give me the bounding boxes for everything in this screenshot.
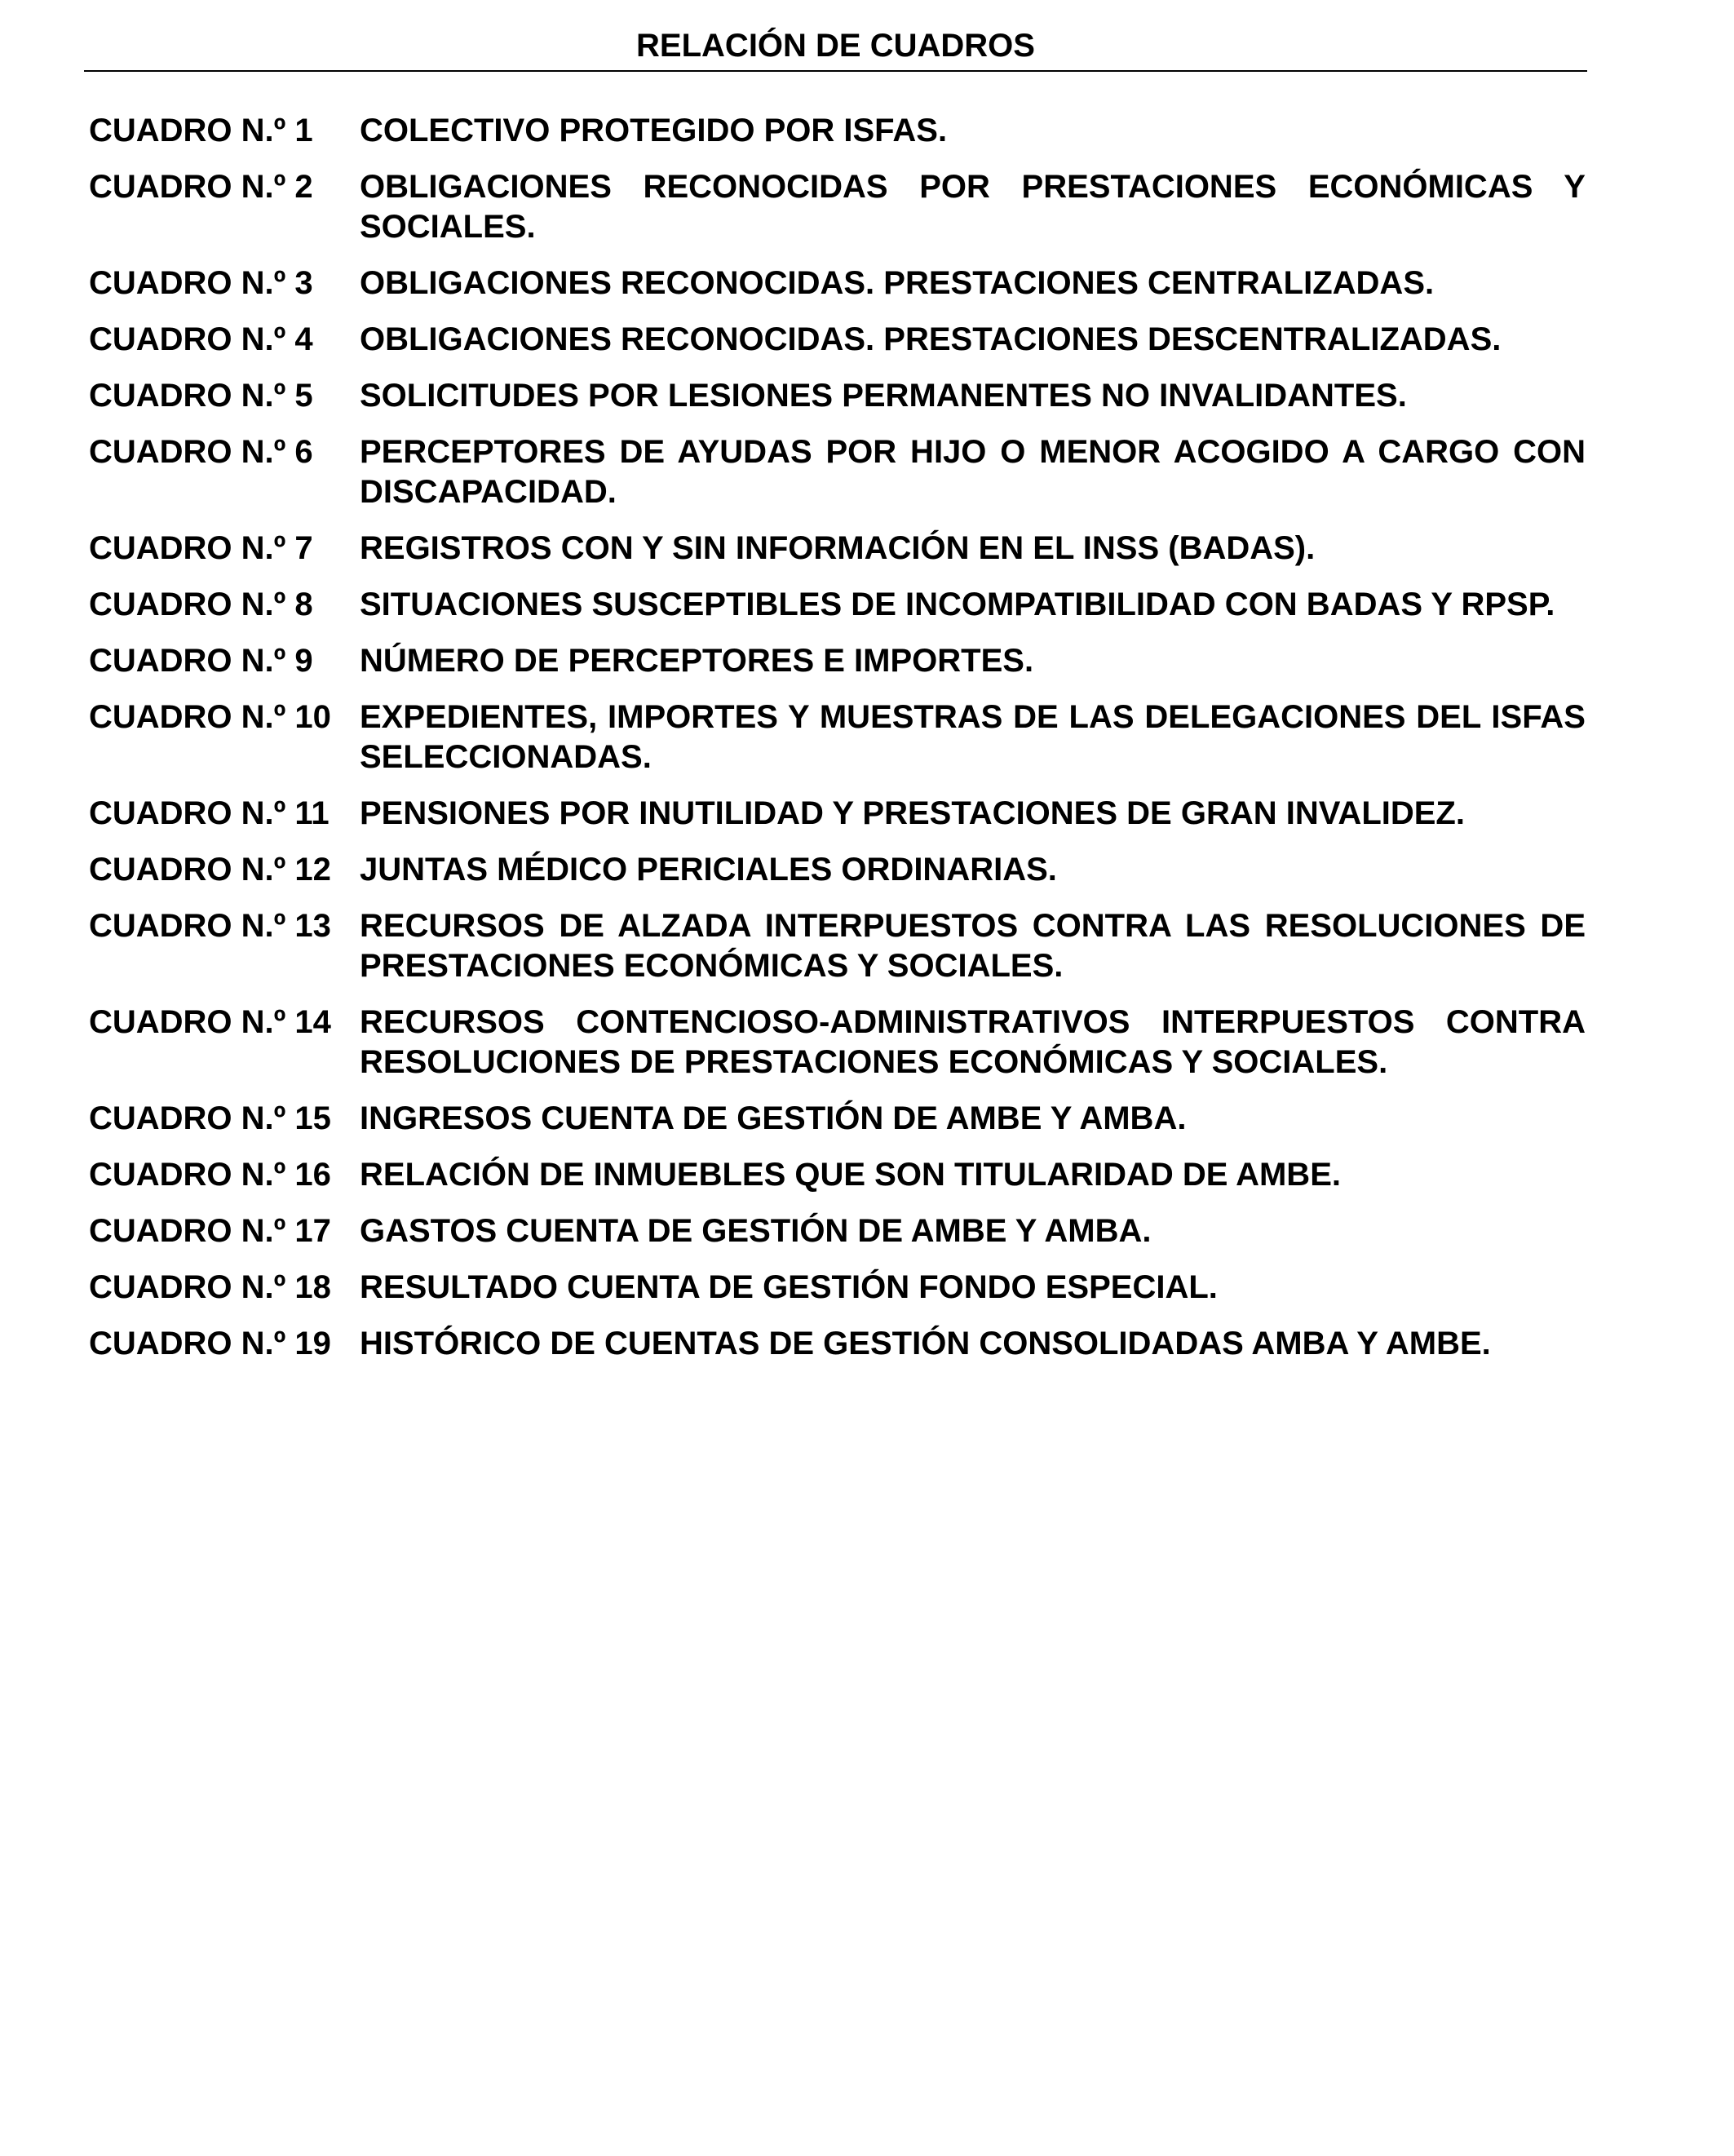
table-title: OBLIGACIONES RECONOCIDAS. PRESTACIONES CENTRALIZADAS. [360, 265, 1435, 301]
list-item [89, 320, 1587, 360]
table-title: COLECTIVO PROTEGIDO POR ISFAS. [360, 113, 948, 148]
table-title: PERCEPTORES DE AYUDAS POR HIJO O MENOR ACOGIDO A CARGO CON DISCAPACIDAD. [360, 434, 1586, 510]
table-number: CUADRO N.º 16 [89, 1157, 331, 1193]
table-number: CUADRO N.º 6 [89, 434, 313, 470]
table-number: CUADRO N.º 10 [89, 699, 331, 735]
table-title: OBLIGACIONES RECONOCIDAS POR PRESTACIONES ECONÓMICAS Y SOCIALES. [360, 169, 1586, 245]
table-title: RECURSOS DE ALZADA INTERPUESTOS CONTRA LAS RESOLUCIONES DE PRESTACIONES ECONÓMICAS Y SOCIALES. [360, 908, 1586, 984]
list-item [89, 167, 1587, 247]
list-item [89, 641, 1587, 681]
list-item [89, 1324, 1587, 1364]
table-number: CUADRO N.º 19 [89, 1326, 331, 1361]
table-number: CUADRO N.º 13 [89, 908, 331, 944]
list-item [89, 1003, 1587, 1082]
table-title: SITUACIONES SUSCEPTIBLES DE INCOMPATIBILIDAD CON BADAS Y RPSP. [360, 587, 1555, 622]
list-item [89, 111, 1587, 151]
table-number: CUADRO N.º 7 [89, 530, 313, 566]
table-title: HISTÓRICO DE CUENTAS DE GESTIÓN CONSOLIDADAS AMBA Y AMBE. [360, 1326, 1491, 1361]
table-number: CUADRO N.º 5 [89, 378, 313, 414]
table-number: CUADRO N.º 1 [89, 113, 313, 148]
table-title: EXPEDIENTES, IMPORTES Y MUESTRAS DE LAS DELEGACIONES DEL ISFAS SELECCIONADAS. [360, 699, 1586, 775]
table-title: GASTOS CUENTA DE GESTIÓN DE AMBE Y AMBA. [360, 1213, 1152, 1249]
table-title: INGRESOS CUENTA DE GESTIÓN DE AMBE Y AMBA. [360, 1100, 1187, 1136]
table-list [84, 111, 1587, 1364]
table-number: CUADRO N.º 18 [89, 1269, 331, 1305]
table-number: CUADRO N.º 2 [89, 169, 313, 205]
table-title: RELACIÓN DE INMUEBLES QUE SON TITULARIDAD DE AMBE. [360, 1157, 1341, 1193]
document-title: RELACIÓN DE CUADROS [636, 28, 1035, 64]
list-item [89, 794, 1587, 834]
list-item [89, 1268, 1587, 1308]
table-number: CUADRO N.º 8 [89, 587, 313, 622]
table-title: NÚMERO DE PERCEPTORES E IMPORTES. [360, 643, 1034, 679]
table-number: CUADRO N.º 14 [89, 1004, 331, 1040]
table-number: CUADRO N.º 11 [89, 795, 330, 831]
table-number: CUADRO N.º 4 [89, 321, 313, 357]
title-underline-rule [84, 70, 1587, 72]
table-number: CUADRO N.º 9 [89, 643, 313, 679]
list-item [89, 585, 1587, 625]
table-title: REGISTROS CON Y SIN INFORMACIÓN EN EL INSS (BADAS). [360, 530, 1316, 566]
list-item [89, 697, 1587, 777]
table-number: CUADRO N.º 3 [89, 265, 313, 301]
table-title: JUNTAS MÉDICO PERICIALES ORDINARIAS. [360, 852, 1057, 888]
list-item [89, 376, 1587, 416]
table-number: CUADRO N.º 12 [89, 852, 331, 888]
list-item [89, 1155, 1587, 1195]
table-number: CUADRO N.º 15 [89, 1100, 331, 1136]
table-title: RESULTADO CUENTA DE GESTIÓN FONDO ESPECIAL. [360, 1269, 1218, 1305]
document-page [84, 23, 1587, 1380]
table-title: RECURSOS CONTENCIOSO-ADMINISTRATIVOS INTERPUESTOS CONTRA RESOLUCIONES DE PRESTACIONES ECONÓMICAS Y SOCIALES. [360, 1004, 1586, 1080]
table-title: PENSIONES POR INUTILIDAD Y PRESTACIONES DE GRAN INVALIDEZ. [360, 795, 1465, 831]
table-title: OBLIGACIONES RECONOCIDAS. PRESTACIONES DESCENTRALIZADAS. [360, 321, 1502, 357]
list-item [89, 1099, 1587, 1139]
table-number: CUADRO N.º 17 [89, 1213, 331, 1249]
list-item [89, 432, 1587, 512]
list-item [89, 906, 1587, 986]
table-title: SOLICITUDES POR LESIONES PERMANENTES NO INVALIDANTES. [360, 378, 1407, 414]
list-item [89, 263, 1587, 303]
list-item [89, 529, 1587, 569]
list-item [89, 1211, 1587, 1251]
list-item [89, 850, 1587, 890]
